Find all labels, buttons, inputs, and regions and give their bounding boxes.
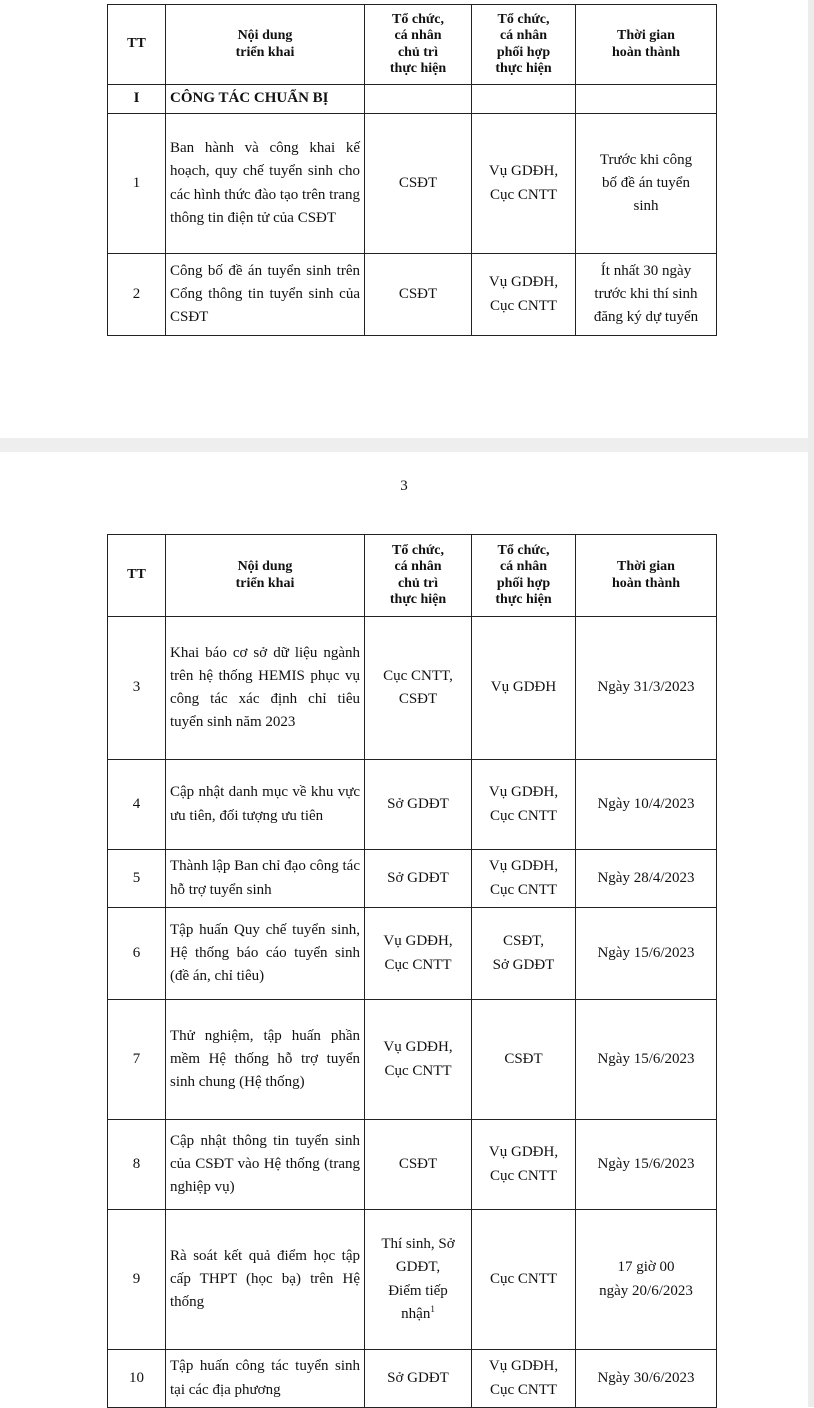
header-coop: Tổ chức, cá nhân phối hợp thực hiện (472, 535, 576, 617)
row-content: Khai báo cơ sở dữ liệu ngành trên hệ thống HEMIS phục vụ công tác xác định chỉ tiêu tuyển sinh năm 2023 (166, 617, 365, 760)
row-number: 2 (108, 254, 166, 336)
scroll-edge (808, 0, 814, 1407)
plan-table-page-2 (107, 534, 717, 1408)
row-deadline: Ngày 28/4/2023 (576, 850, 717, 908)
row-number: 9 (108, 1210, 166, 1350)
header-deadline: Thời gian hoàn thành (576, 5, 717, 85)
row-coop: Cục CNTT (472, 1210, 576, 1350)
row-number: 1 (108, 114, 166, 254)
row-coop: Vụ GDĐH, Cục CNTT (472, 1120, 576, 1210)
page-number: 3 (400, 478, 408, 494)
header-content: Nội dung triển khai (166, 5, 365, 85)
row-deadline: Ngày 15/6/2023 (576, 1120, 717, 1210)
section-title: CÔNG TÁC CHUẨN BỊ (166, 85, 365, 114)
row-deadline: Ngày 15/6/2023 (576, 908, 717, 1000)
row-deadline: Trước khi công bố đề án tuyển sinh (576, 114, 717, 254)
row-coop: Vụ GDĐH, Cục CNTT (472, 850, 576, 908)
header-coop: Tổ chức, cá nhân phối hợp thực hiện (472, 5, 576, 85)
row-coop: Vụ GDĐH, Cục CNTT (472, 1350, 576, 1408)
table-row (108, 114, 717, 254)
header-lead: Tổ chức, cá nhân chủ trì thực hiện (365, 5, 472, 85)
row-content: Thành lập Ban chỉ đạo công tác hỗ trợ tuyển sinh (166, 850, 365, 908)
row-content: Cập nhật thông tin tuyển sinh của CSĐT vào Hệ thống (trang nghiệp vụ) (166, 1120, 365, 1210)
row-content: Tập huấn Quy chế tuyển sinh, Hệ thống báo cáo tuyển sinh (đề án, chỉ tiêu) (166, 908, 365, 1000)
table-row (108, 1350, 717, 1408)
row-lead: Sở GDĐT (365, 760, 472, 850)
row-number: 4 (108, 760, 166, 850)
row-coop: Vụ GDĐH, Cục CNTT (472, 114, 576, 254)
row-lead: Vụ GDĐH, Cục CNTT (365, 1000, 472, 1120)
row-lead-text: Thí sinh, Sở GDĐT, Điểm tiếp nhận (381, 1236, 455, 1322)
table-row (108, 760, 717, 850)
row-content: Công bố đề án tuyển sinh trên Cổng thông tin tuyển sinh của CSĐT (166, 254, 365, 336)
table-row (108, 908, 717, 1000)
row-lead: Sở GDĐT (365, 1350, 472, 1408)
row-number: 8 (108, 1120, 166, 1210)
row-deadline: 17 giờ 00 ngày 20/6/2023 (576, 1210, 717, 1350)
header-tt: TT (108, 535, 166, 617)
row-lead: CSĐT (365, 1120, 472, 1210)
footnote-marker: 1 (430, 1303, 435, 1314)
row-number: 7 (108, 1000, 166, 1120)
row-number: 5 (108, 850, 166, 908)
table-header-row (108, 5, 717, 85)
row-coop: Vụ GDĐH (472, 617, 576, 760)
row-number: 10 (108, 1350, 166, 1408)
row-lead: Vụ GDĐH, Cục CNTT (365, 908, 472, 1000)
row-content: Thử nghiệm, tập huấn phần mềm Hệ thống hỗ trợ tuyển sinh chung (Hệ thống) (166, 1000, 365, 1120)
row-deadline: Ngày 30/6/2023 (576, 1350, 717, 1408)
header-lead: Tổ chức, cá nhân chủ trì thực hiện (365, 535, 472, 617)
row-number: 3 (108, 617, 166, 760)
row-number: 6 (108, 908, 166, 1000)
row-lead: CSĐT (365, 254, 472, 336)
row-deadline: Ngày 10/4/2023 (576, 760, 717, 850)
document-page-2 (0, 452, 808, 1407)
row-lead: Cục CNTT, CSĐT (365, 617, 472, 760)
row-coop: CSĐT, Sở GDĐT (472, 908, 576, 1000)
header-deadline: Thời gian hoàn thành (576, 535, 717, 617)
row-deadline: Ngày 15/6/2023 (576, 1000, 717, 1120)
table-row (108, 254, 717, 336)
document-page-1 (0, 0, 808, 438)
table-row (108, 617, 717, 760)
row-content: Tập huấn công tác tuyển sinh tại các địa phương (166, 1350, 365, 1408)
row-coop: Vụ GDĐH, Cục CNTT (472, 760, 576, 850)
row-deadline: Ngày 31/3/2023 (576, 617, 717, 760)
table-row (108, 1210, 717, 1350)
table-row (108, 850, 717, 908)
row-lead: Sở GDĐT (365, 850, 472, 908)
section-number: I (108, 85, 166, 114)
table-row (108, 1000, 717, 1120)
row-content: Ban hành và công khai kế hoạch, quy chế tuyển sinh cho các hình thức đào tạo trên trang thông tin điện tử của CSĐT (166, 114, 365, 254)
section-row (108, 85, 717, 114)
header-tt: TT (108, 5, 166, 85)
row-coop: CSĐT (472, 1000, 576, 1120)
table-header-row (108, 535, 717, 617)
plan-table-page-1 (107, 4, 717, 336)
row-lead: CSĐT (365, 114, 472, 254)
table-row (108, 1120, 717, 1210)
header-content: Nội dung triển khai (166, 535, 365, 617)
page-separator (0, 438, 814, 452)
row-lead (365, 1210, 472, 1350)
row-deadline: Ít nhất 30 ngày trước khi thí sinh đăng ký dự tuyển (576, 254, 717, 336)
row-coop: Vụ GDĐH, Cục CNTT (472, 254, 576, 336)
row-content: Cập nhật danh mục về khu vực ưu tiên, đối tượng ưu tiên (166, 760, 365, 850)
row-content: Rà soát kết quả điểm học tập cấp THPT (học bạ) trên Hệ thống (166, 1210, 365, 1350)
